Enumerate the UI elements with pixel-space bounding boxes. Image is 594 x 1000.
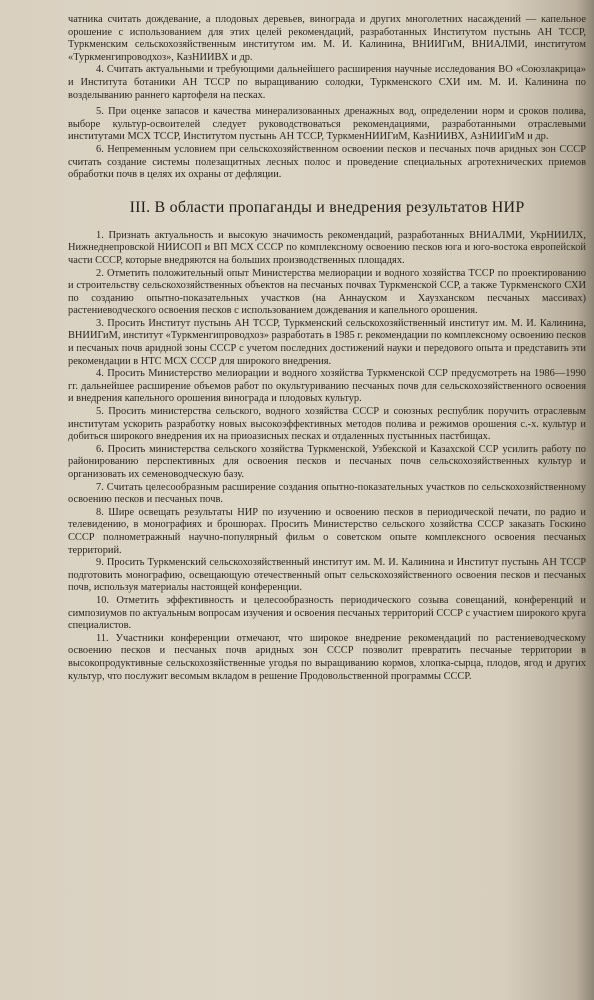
- paragraph-item-4: 4. Считать актуальными и требующими дальнейшего расширения научные исследования ВО «Союзлакрица» и Института ботаники АН ТССР по выращиванию солодки, Туркменского СХИ им. М. И. Калинина по возделыванию раннего картофеля на песках.: [68, 64, 586, 101]
- section-item-7: 7. Считать целесообразным расширение создания опытно-показательных участков по сельскохозяйственному освоению песков и песчаных почв.: [68, 481, 586, 506]
- section-item-8: 8. Шире освещать результаты НИР по изучению и освоению песков в периодической печати, по радио и телевидению, в монографиях и брошюрах. Просить Министерство сельского хозяйства СССР заказать Госкино СССР полнометражный научно-популярный фильм о советском опыте комплексного освоения песчаных территорий.: [68, 506, 586, 556]
- section-item-10: 10. Отметить эффективность и целесообразность периодического созыва совещаний, конференций и симпозиумов по актуальным вопросам изучения и освоения песчаных территорий СССР с участием широкого круга специалистов.: [68, 594, 586, 632]
- paragraph-item-5: 5. При оценке запасов и качества минерализованных дренажных вод, определении норм и сроков полива, выборе культур-освоителей следует руководствоваться рекомендациями, разработанными отраслевыми институтами МСХ ТССР, Институтом пустынь АН ТССР, ТуркменНИИГиМ, КазНИИВХ, АзНИИГиМ и др.: [68, 106, 586, 143]
- section-item-4: 4. Просить Министерство мелиорации и водного хозяйства Туркменской ССР предусмотреть на 1986—1990 гг. дальнейшее расширение объемов работ по окультуриванию песчаных почв для сельскохозяйственного освоения и внедрения капельного орошения винограда и плодовых культур.: [68, 368, 586, 405]
- paragraph-item-6: 6. Непременным условием при сельскохозяйственном освоении песков и песчаных почв аридных зон СССР считать создание системы полезащитных лесных полос и проведение специальных агротехнических приемов обработки почв в целях их охраны от дефляции.: [68, 143, 586, 181]
- section-item-6: 6. Просить министерства сельского хозяйства Туркменской, Узбекской и Казахской ССР усилить работу по районированию перспективных для освоения песков и песчаных почв сельскохозяйственных культур и организовать их семеноводческую базу.: [68, 443, 586, 480]
- section-item-1: 1. Признать актуальность и высокую значимость рекомендаций, разработанных ВНИАЛМИ, УкрНИИЛХ, Нижнеднепровской НИИСОП и ВП МСХ СССР по комплексному освоению песков юга и юго-востока европейской части СССР, которые внедряются на больших производственных площадях.: [68, 229, 586, 266]
- paragraph-continuation: чатника считать дождевание, а плодовых деревьев, винограда и других многолетних насаждений — капельное орошение с использованием для этих целей рекомендаций, разработанных Институтом пустынь АН ТССР, Туркменским сельскохозяйственным институтом им. М. И. Калинина, ВНИИГиМ, ВНИАЛМИ, институтом «Туркменгипроводхоз», КазНИИВХ и др.: [68, 14, 586, 63]
- section-item-9: 9. Просить Туркменский сельскохозяйственный институт им. М. И. Калинина и Институт пустынь АН ТССР подготовить монографию, освещающую отечественный опыт сельскохозяйственного освоения песков и песчаных почв, используя материалы настоящей конференции.: [68, 557, 586, 594]
- section-item-11: 11. Участники конференции отмечают, что широкое внедрение рекомендаций по растениеводческому освоению песков и песчаных почв аридных зон СССР позволит превратить песчаные территории в высокопродуктивные сельскохозяйственные угодья по выращиванию кормов, хлопка-сырца, плодов, ягод и других культур, что послужит весомым вкладом в решение Продовольственной программы СССР.: [68, 632, 586, 682]
- section-heading: III. В области пропаганды и внедрения результатов НИР: [129, 198, 525, 216]
- section-text-block: [68, 230, 586, 683]
- section-item-5: 5. Просить министерства сельского, водного хозяйства СССР и союзных республик поручить отраслевым институтам ускорить разработку новых высокоэффективных методов полива и режимов орошения с.-х. культур и добиться широкого внедрения их на приоазисных песках и отдаленных пустынных пастбищах.: [68, 406, 586, 443]
- top-text-block: [68, 14, 586, 182]
- section-item-2: 2. Отметить положительный опыт Министерства мелиорации и водного хозяйства ТССР по проектированию и строительству сельскохозяйственных объектов на песчаных почвах Туркменской ССР, а также Туркменского СХИ по созданию опытно-показательных участков (на Аннауском и Хаузханском песчаных массивах) растениеводческого освоения песков с использованием дождевания и капельного орошения.: [68, 267, 586, 317]
- section-item-3: 3. Просить Институт пустынь АН ТССР, Туркменский сельскохозяйственный институт им. М. И. Калинина, ВНИИГиМ, институт «Туркменгипроводхоз» разработать в 1985 г. рекомендации по комплексному освоению песков и песчаных почв аридной зоны СССР с учетом последних достижений науки и передового опыта и представить эти рекомендации в НТС МСХ СССР для широкого внедрения.: [68, 317, 586, 367]
